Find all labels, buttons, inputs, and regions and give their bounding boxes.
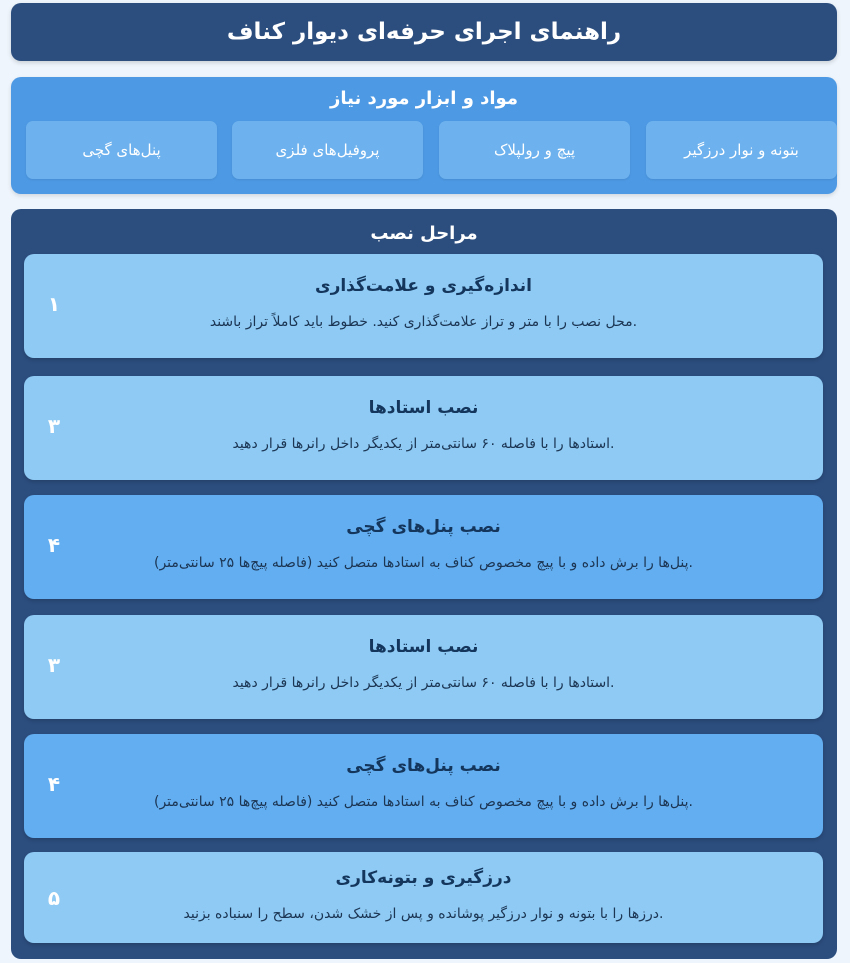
step-number: ۵ [47, 886, 61, 910]
step-description: .پنل‌ها را برش داده و با پیچ مخصوص کناف به استادها متصل کنید (فاصله پیچ‌ها ۲۵ سانتی‌متر) [154, 555, 693, 571]
materials-heading: مواد و ابزار مورد نیاز [329, 88, 518, 109]
material-label: پروفیل‌های فلزی [275, 141, 380, 159]
material-item-metal-profiles [232, 121, 423, 179]
step-description: .استادها را با فاصله ۶۰ سانتی‌متر از یکدیگر داخل رانرها قرار دهید [232, 436, 615, 452]
step-card-3 [24, 495, 823, 599]
material-label: پنل‌های گچی [82, 141, 161, 159]
materials-panel [11, 77, 837, 194]
step-title: نصب استادها [368, 398, 479, 418]
step-number: ۴ [47, 772, 61, 796]
material-item-gypsum-panels [26, 121, 217, 179]
step-number: ۱ [47, 292, 61, 316]
step-description: .محل نصب را با متر و تراز علامت‌گذاری کنید. خطوط باید کاملاً تراز باشند [209, 314, 638, 330]
page-title: راهنمای اجرای حرفه‌ای دیوار کناف [226, 19, 622, 45]
material-label: بتونه و نوار درزگیر [684, 141, 799, 159]
step-number: ۳ [47, 414, 61, 438]
step-title: نصب پنل‌های گچی [346, 756, 501, 776]
step-number: ۳ [47, 653, 61, 677]
steps-heading: مراحل نصب [370, 223, 478, 244]
step-title: درزگیری و بتونه‌کاری [335, 868, 512, 888]
step-card-1 [24, 254, 823, 358]
material-item-screws-anchors [439, 121, 630, 179]
step-card-5 [24, 734, 823, 838]
step-card-6 [24, 852, 823, 943]
step-description: .استادها را با فاصله ۶۰ سانتی‌متر از یکدیگر داخل رانرها قرار دهید [232, 675, 615, 691]
step-description: .پنل‌ها را برش داده و با پیچ مخصوص کناف به استادها متصل کنید (فاصله پیچ‌ها ۲۵ سانتی‌متر) [154, 794, 693, 810]
step-title: نصب پنل‌های گچی [346, 517, 501, 537]
step-number: ۴ [47, 533, 61, 557]
step-title: نصب استادها [368, 637, 479, 657]
material-item-putty-tape [646, 121, 837, 179]
installation-steps-panel [11, 209, 837, 959]
page-title-banner [11, 3, 837, 61]
material-label: پیچ و رولپلاک [493, 141, 576, 159]
step-card-4 [24, 615, 823, 719]
step-description: .درزها را با بتونه و نوار درزگیر پوشانده و پس از خشک شدن، سطح را سنباده بزنید [183, 906, 664, 922]
step-card-2 [24, 376, 823, 480]
step-title: اندازه‌گیری و علامت‌گذاری [314, 276, 532, 296]
